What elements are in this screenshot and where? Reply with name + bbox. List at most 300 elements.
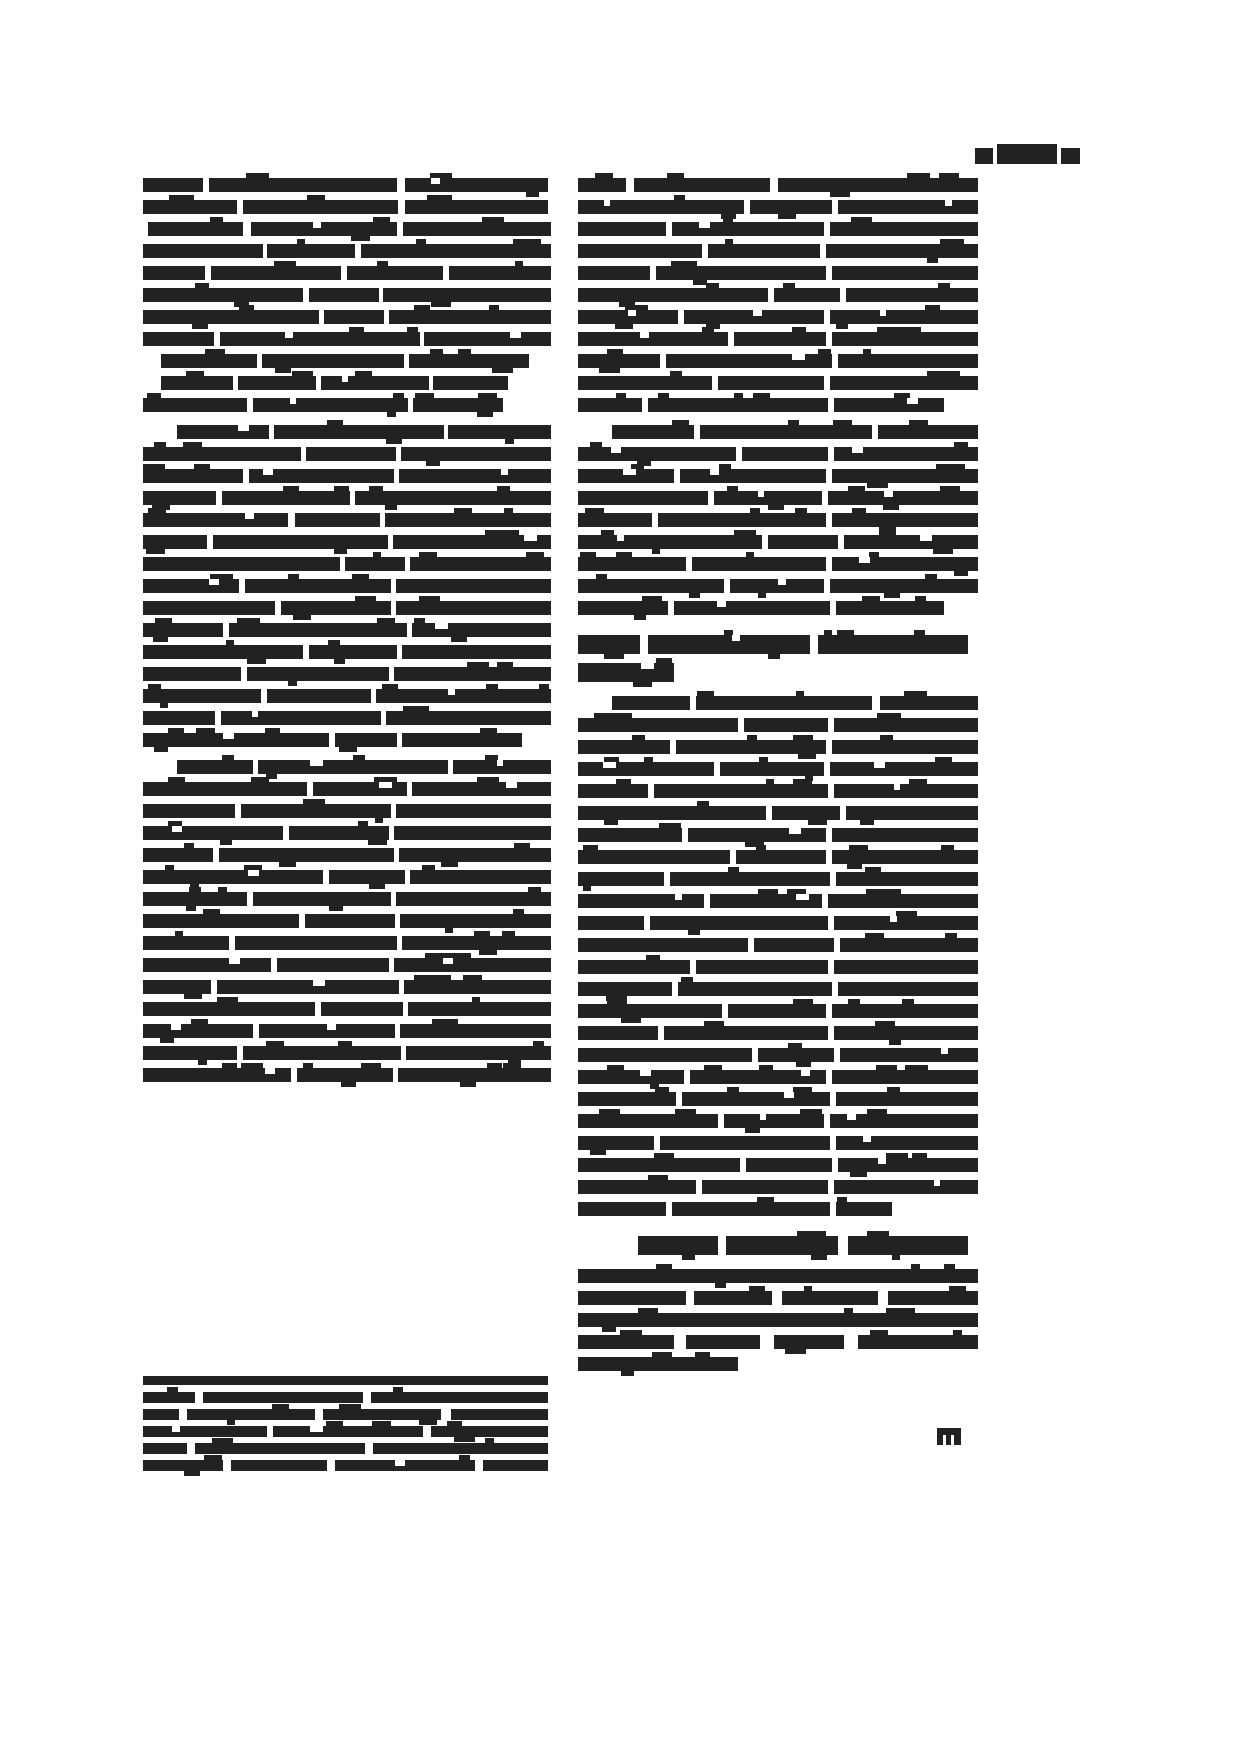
redacted-word-run [383, 288, 551, 302]
redacted-word-run [672, 1202, 830, 1216]
redacted-word-run [778, 178, 978, 192]
column-left [143, 0, 548, 1090]
paragraph-line [578, 178, 978, 192]
footnote-line [143, 1392, 548, 1403]
paragraph-line [578, 376, 978, 390]
redacted-word-run [143, 1024, 253, 1038]
paragraph-line [143, 1046, 548, 1060]
redacted-counter [524, 535, 537, 541]
paragraph-line [143, 914, 548, 928]
paragraph-line [578, 762, 978, 776]
redacted-counter [431, 178, 440, 184]
paragraph-line [143, 782, 548, 796]
redacted-descender [419, 1420, 437, 1425]
redacted-word-run [243, 1046, 401, 1060]
redacted-word-run [834, 916, 978, 930]
redacted-descender [778, 214, 796, 219]
redacted-ascender [474, 931, 490, 937]
redacted-ascender [652, 1352, 672, 1358]
paragraph-line [578, 1269, 978, 1283]
paragraph-line [578, 447, 978, 461]
redacted-ascender [734, 393, 743, 399]
redacted-word-run [578, 740, 670, 754]
redacted-word-run [143, 892, 247, 906]
redacted-word-run [143, 958, 271, 972]
redacted-ascender [788, 420, 799, 426]
redacted-counter [789, 828, 801, 834]
redacted-ascender [793, 735, 813, 741]
redacted-ascender [451, 953, 471, 959]
redacted-word-run [329, 870, 405, 884]
redacted-word-run [410, 870, 551, 884]
redacted-word-run [400, 914, 551, 928]
redacted-ascender [585, 508, 604, 514]
redacted-ascender [616, 393, 626, 399]
paragraph-line [578, 740, 978, 754]
redacted-ascender [792, 327, 806, 333]
redacted-word-run [832, 513, 978, 527]
redacted-ascender [620, 1330, 642, 1336]
redacted-word-run [143, 288, 303, 302]
footnote-rule [143, 1376, 548, 1385]
redacted-ascender [644, 757, 653, 763]
redacted-word-run [143, 733, 329, 747]
redacted-ascender [804, 1286, 812, 1292]
redacted-descender [492, 368, 513, 373]
redacted-ascender [727, 486, 738, 492]
redacted-counter [859, 557, 870, 563]
redacted-descender [526, 192, 539, 197]
redacted-descender [275, 368, 291, 373]
redacted-ascender [515, 261, 523, 267]
paragraph-line [143, 848, 548, 862]
redacted-word-run [386, 711, 551, 725]
paragraph-line [143, 200, 548, 214]
paragraph-line [578, 1114, 978, 1128]
redacted-word-run [832, 1004, 978, 1018]
redacted-ascender [147, 393, 161, 399]
redacted-word-run [195, 1443, 365, 1454]
redacted-descender [745, 1128, 760, 1133]
paragraph-line [578, 557, 978, 571]
redacted-word-run [848, 1236, 968, 1255]
redacted-ascender [648, 1175, 668, 1181]
redacted-word-run [143, 513, 288, 527]
redacted-descender [477, 412, 493, 417]
redacted-descender [621, 1371, 634, 1376]
redacted-ascender [818, 349, 831, 355]
redacted-ascender [607, 1065, 624, 1071]
redacted-word-run [143, 1460, 223, 1471]
redacted-word-run [143, 557, 340, 571]
redacted-word-run [402, 645, 551, 659]
redacted-counter [327, 1024, 336, 1030]
redacted-ascender [528, 887, 541, 893]
redacted-word-run [838, 200, 978, 214]
redacted-word-run [396, 579, 551, 593]
paragraph-line [578, 894, 978, 908]
redacted-descender [329, 906, 343, 911]
redacted-ascender [237, 618, 260, 624]
redacted-word-run [143, 178, 203, 192]
redacted-ascender [704, 1065, 722, 1071]
heading-line [578, 663, 978, 682]
redacted-word-run [578, 200, 744, 214]
redacted-counter [760, 1114, 766, 1120]
redacted-ascender [297, 239, 305, 245]
redacted-ascender [307, 195, 325, 201]
paragraph-line [578, 1026, 978, 1040]
redacted-ascender [430, 349, 443, 355]
paragraph-line [578, 469, 978, 483]
redacted-ascender [502, 931, 515, 937]
redacted-ascender [265, 728, 280, 734]
redacted-ascender [788, 1043, 802, 1049]
redacted-word-run [398, 1068, 551, 1082]
redacted-counter [252, 711, 258, 717]
redacted-word-run [321, 376, 429, 390]
redacted-word-run [309, 288, 379, 302]
redacted-word-run [834, 1180, 978, 1194]
redacted-word-run [371, 1392, 548, 1403]
redacted-ascender [514, 843, 530, 849]
paragraph-line [143, 354, 548, 368]
redacted-word-run [229, 623, 407, 637]
redacted-word-run [688, 828, 826, 842]
redacted-ascender [467, 662, 489, 668]
redacted-descender [927, 258, 938, 263]
redacted-word-run [277, 958, 389, 972]
redacted-counter [604, 200, 610, 206]
redacted-descender [796, 1062, 811, 1067]
redacted-descender [198, 1060, 207, 1065]
redacted-word-run [231, 1460, 327, 1471]
redacted-ascender [472, 997, 480, 1003]
redacted-ascender [373, 217, 390, 223]
redacted-ascender [454, 508, 472, 514]
redacted-counter [640, 1070, 651, 1076]
redacted-ascender [463, 975, 482, 981]
redacted-counter [796, 894, 809, 900]
redacted-ascender [288, 574, 299, 580]
redacted-ascender [203, 909, 220, 915]
redacted-counter [874, 762, 885, 768]
redacted-word-run [830, 376, 978, 390]
redacted-word-run [724, 1114, 824, 1128]
redacted-word-run [670, 872, 830, 886]
redacted-ascender [429, 975, 451, 981]
paragraph-line [578, 398, 978, 412]
redacted-ascender [759, 1065, 773, 1071]
redacted-descender [153, 637, 168, 642]
redacted-word-run [746, 1158, 832, 1172]
redacted-ascender [486, 684, 498, 690]
redacted-counter [265, 1068, 275, 1074]
redacted-word-run [177, 760, 253, 774]
paragraph-line [578, 718, 978, 732]
redacted-word-run [143, 579, 239, 593]
redacted-counter [497, 760, 503, 766]
redacted-word-run [846, 806, 978, 820]
redacted-word-run [682, 1092, 830, 1106]
redacted-word-run [578, 1335, 674, 1349]
redacted-descender [160, 1038, 174, 1043]
redacted-descender [785, 1349, 806, 1354]
redacted-word-run [385, 513, 551, 527]
redacted-ascender [896, 911, 917, 917]
paragraph-line [143, 447, 548, 461]
redacted-word-run [399, 469, 551, 483]
redacted-descender [154, 747, 168, 752]
redacted-word-run [578, 601, 668, 615]
page-number-run [937, 1435, 943, 1445]
redacted-descender [351, 236, 370, 241]
redacted-word-run [578, 579, 724, 593]
redacted-word-run [832, 332, 978, 346]
redacted-word-run [410, 557, 551, 571]
redacted-word-run [143, 1392, 195, 1403]
redacted-ascender [941, 845, 952, 851]
redacted-ascender [509, 530, 519, 536]
redacted-ascender [866, 889, 884, 895]
redacted-word-run [578, 982, 672, 996]
redacted-word-run [836, 601, 944, 615]
footnote-line [143, 1460, 548, 1471]
redacted-word-run [830, 222, 978, 236]
redacted-descender [227, 1420, 235, 1425]
redacted-word-run [650, 916, 828, 930]
redacted-ascender [349, 327, 364, 333]
redacted-word-run [578, 1269, 978, 1283]
paragraph-line [143, 266, 548, 280]
redacted-word-run [258, 760, 448, 774]
redacted-ascender [723, 217, 733, 223]
redacted-descender [220, 840, 232, 845]
redacted-ascender [719, 464, 731, 470]
redacted-ascender [239, 305, 254, 311]
redacted-counter [603, 762, 616, 768]
redacted-word-run [273, 1426, 423, 1437]
redacted-ascender [862, 596, 880, 602]
redacted-counter [792, 354, 805, 360]
redacted-word-run [578, 1114, 718, 1128]
redacted-ascender [837, 1197, 847, 1203]
redacted-word-run [405, 178, 548, 192]
redacted-ascender [870, 1330, 888, 1336]
redacted-ascender [358, 821, 368, 827]
redacted-word-run [578, 718, 738, 732]
redacted-counter [675, 894, 682, 900]
redacted-ascender [938, 283, 950, 289]
redacted-ascender [283, 486, 299, 492]
redacted-ascender [848, 999, 860, 1005]
redacted-word-run [396, 804, 551, 818]
redacted-descender [160, 703, 168, 708]
redacted-word-run [858, 1335, 978, 1349]
redacted-counter [894, 784, 900, 790]
redacted-ascender [655, 1087, 669, 1093]
redacted-descender [192, 324, 208, 329]
redacted-word-run [143, 804, 235, 818]
redacted-word-run [834, 784, 978, 798]
redacted-descender [933, 549, 953, 554]
redacted-ascender [909, 420, 928, 426]
redacted-word-run [578, 1004, 722, 1018]
redacted-word-run [638, 1236, 718, 1255]
paragraph-line [578, 1136, 978, 1150]
redacted-ascender [952, 239, 964, 245]
redacted-word-run [578, 1180, 696, 1194]
redacted-ascender [607, 999, 627, 1005]
redacted-word-run [680, 469, 826, 483]
paragraph-line [578, 310, 978, 324]
redacted-word-run [401, 447, 551, 461]
redacted-counter [863, 1136, 871, 1142]
redacted-word-run [433, 376, 508, 390]
paragraph-line [578, 806, 978, 820]
redacted-word-run [578, 762, 714, 776]
redacted-word-run [361, 244, 551, 258]
redacted-word-run [578, 635, 640, 654]
redacted-word-run [394, 826, 551, 840]
redacted-ascender [148, 508, 166, 514]
redacted-counter [640, 332, 649, 338]
redacted-ascender [646, 955, 660, 961]
redacted-ascender [377, 618, 395, 624]
redacted-word-run [406, 1046, 551, 1060]
redacted-word-run [143, 848, 213, 862]
redacted-ascender [944, 1264, 955, 1270]
redacted-ascender [757, 1197, 774, 1203]
redacted-word-run [578, 491, 708, 505]
redacted-ascender [222, 755, 234, 761]
redacted-word-run [578, 535, 762, 549]
redacted-ascender [747, 735, 757, 741]
redacted-counter [611, 447, 621, 453]
redacted-ascender [436, 1019, 458, 1025]
redacted-word-run [247, 667, 389, 681]
redacted-word-run [143, 1426, 267, 1437]
redacted-ascender [753, 393, 770, 399]
redacted-descender [599, 368, 620, 373]
redacted-descender [146, 549, 165, 554]
redacted-ascender [601, 530, 614, 536]
redacted-ascender [189, 887, 201, 893]
redacted-word-run [878, 425, 978, 439]
redacted-word-run [634, 178, 770, 192]
redacted-word-run [143, 689, 261, 703]
redacted-word-run [578, 806, 766, 820]
redacted-ascender [489, 305, 499, 311]
redacted-counter [778, 579, 786, 585]
redacted-word-run [217, 980, 399, 994]
redacted-word-run [832, 828, 978, 842]
redacted-ascender [925, 574, 937, 580]
redacted-descender [334, 549, 347, 554]
paragraph-line [143, 1024, 548, 1038]
redacted-word-run [678, 982, 832, 996]
redacted-ascender [478, 393, 497, 399]
redacted-descender [247, 659, 266, 664]
redacted-ascender [533, 1041, 544, 1047]
redacted-ascender [837, 630, 854, 636]
redacted-word-run [578, 513, 652, 527]
redacted-ascender [851, 217, 872, 223]
body-paragraph [143, 178, 548, 412]
redacted-counter [501, 469, 508, 475]
redacted-word-run [718, 376, 824, 390]
redacted-descender [715, 1283, 726, 1288]
paragraph-line [578, 1313, 978, 1327]
redacted-counter [732, 635, 740, 641]
redacted-counter [941, 1048, 948, 1054]
redacted-ascender [459, 1455, 470, 1461]
redacted-word-run [774, 288, 840, 302]
redacted-ascender [875, 1021, 895, 1027]
redacted-word-run [836, 1136, 978, 1150]
redacted-counter [890, 916, 897, 922]
redacted-ascender [339, 1404, 361, 1410]
redacted-ascender [865, 933, 884, 939]
redacted-word-run [660, 1136, 830, 1150]
redacted-word-run [826, 244, 978, 258]
redacted-word-run [666, 354, 832, 368]
redacted-descender [798, 754, 816, 759]
redacted-word-run [744, 718, 828, 732]
redacted-word-run [832, 740, 978, 754]
running-header-run [1061, 148, 1080, 164]
redacted-ascender [656, 1264, 672, 1270]
redacted-descender [884, 593, 900, 598]
redacted-counter [238, 425, 249, 431]
redacted-word-run [664, 1026, 828, 1040]
redacted-word-run [309, 645, 397, 659]
paragraph-line [143, 870, 548, 884]
redacted-word-run [772, 806, 840, 820]
paragraph-line [578, 1202, 978, 1216]
redacted-word-run [838, 1158, 978, 1172]
redacted-counter [171, 1024, 181, 1030]
redacted-descender [836, 324, 848, 329]
redacted-word-run [692, 557, 826, 571]
redacted-word-run [672, 222, 824, 236]
redacted-ascender [925, 305, 940, 311]
redacted-ascender [373, 552, 381, 558]
redacted-ascender [681, 977, 693, 983]
redacted-word-run [143, 535, 207, 549]
redacted-word-run [187, 1409, 315, 1420]
redacted-descender [479, 950, 497, 955]
paragraph-line [578, 579, 978, 593]
paragraph-line [143, 222, 548, 236]
page-number-run [946, 1435, 951, 1445]
redacted-counter [285, 332, 293, 338]
redacted-descender [758, 593, 766, 598]
paragraph-line [143, 826, 548, 840]
paragraph-line [578, 354, 978, 368]
redacted-word-run [213, 535, 388, 549]
redacted-ascender [616, 779, 631, 785]
redacted-ascender [205, 349, 225, 355]
paragraph-line [578, 872, 978, 886]
redacted-ascender [945, 933, 957, 939]
redacted-word-run [238, 376, 316, 390]
redacted-ascender [656, 658, 672, 664]
redacted-word-run [209, 178, 397, 192]
redacted-word-run [648, 398, 828, 412]
redacted-ascender [706, 283, 719, 289]
paragraph-line [143, 535, 548, 549]
